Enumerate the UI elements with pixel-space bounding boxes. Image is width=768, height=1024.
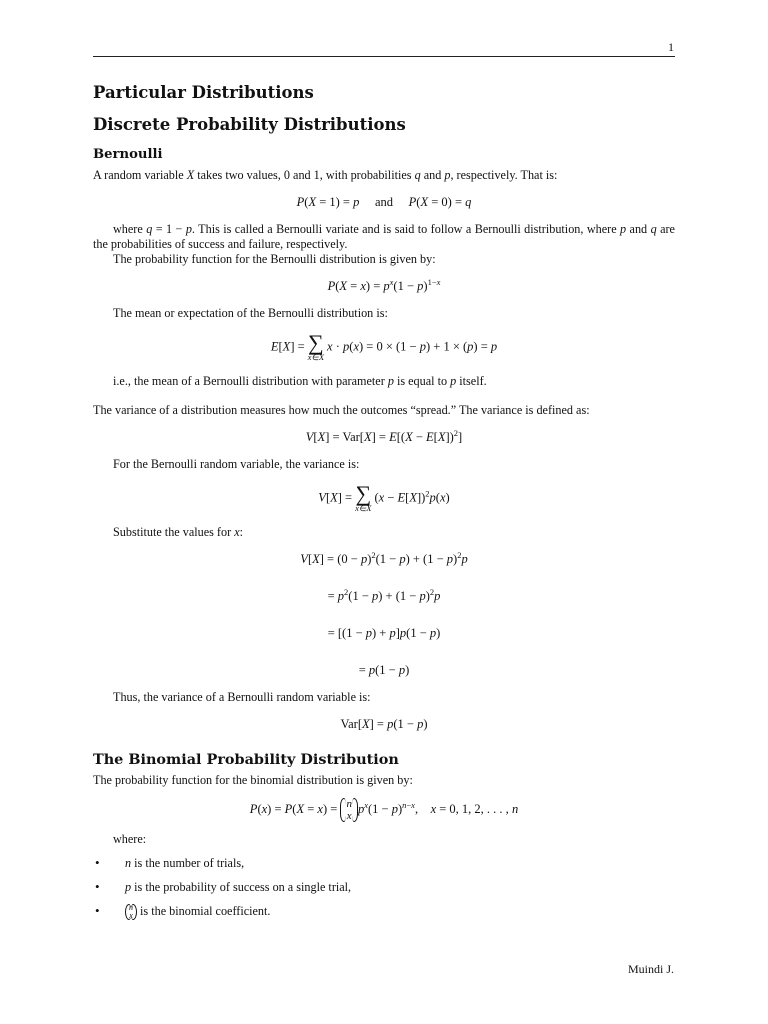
equation-binomial-pmf: P(x) = P(X = x) = n $xp^x(1 - p)^{n-x}$, x = 0, 1, 2, . . . , n xyxy=(249,798,519,822)
binomial-coefficient: n x xyxy=(340,798,358,822)
equation-bernoulli-pmf: $P(X = x) = p^x(1 - p)^{1-x}$ xyxy=(327,277,441,293)
equation-bernoulli-values: P(X = 1) = p and P(X = 0) = q xyxy=(296,195,472,209)
paragraph-thus: Thus, the variance of a Bernoulli random variable is: xyxy=(113,690,371,704)
paragraph-where: where: xyxy=(113,832,147,846)
derivation-line-2: = $p^2(1 - p) + (1 - p)^2p$ xyxy=(327,587,441,603)
paragraph-mean-ie: i.e., the mean of a Bernoulli distribution with parameter p is equal to p itself. xyxy=(113,374,487,388)
heading-bernoulli: Bernoulli xyxy=(93,147,163,162)
list-item: • n is the number of trials, xyxy=(95,855,245,870)
heading-binomial-distribution: The Binomial Probability Distribution xyxy=(93,751,399,768)
paragraph-substitute: Substitute the values for x: xyxy=(113,525,243,539)
paragraph-probability-function: The probability function for the Bernoulli distribution is given by: xyxy=(113,252,436,266)
list-item: • p is the probability of success on a single trial, xyxy=(95,879,352,894)
page-number: 1 xyxy=(668,40,674,54)
equation-variance-derivation xyxy=(93,552,675,678)
paragraph-binomial-function: The probability function for the binomial distribution is given by: xyxy=(93,773,413,787)
list-item: • n x is the binomial coefficient. xyxy=(95,903,271,921)
derivation-line-3: = [(1 − p) + p]p(1 − p) xyxy=(327,626,441,640)
derivation-line-1: $V[X] = (0 - p)^2(1 - p) + (1 - p)^2p$ xyxy=(300,550,468,566)
derivation-line-4: = p(1 − p) xyxy=(358,663,410,677)
paragraph-bernoulli-intro: A random variable X takes two values, 0 and 1, with probabilities q and p, respectively. That is: xyxy=(93,168,558,182)
bullet-icon: • xyxy=(95,855,100,870)
paragraph-variance-bernoulli: For the Bernoulli random variable, the variance is: xyxy=(113,457,360,471)
paragraph-variance-definition: The variance of a distribution measures how much the outcomes “spread.” The variance is defined as: xyxy=(93,403,590,417)
equation-variance-sum: V[X] = ∑ x∈X $(x - E[X])^2p(x)$ xyxy=(318,481,450,513)
bullet-icon: • xyxy=(95,879,100,894)
page-content xyxy=(93,80,675,920)
heading-particular-distributions: Particular Distributions xyxy=(93,83,314,102)
binomial-coefficient-inline: n x xyxy=(125,904,137,920)
header-rule xyxy=(93,56,675,57)
equation-variance-result: Var[X] = p(1 − p) xyxy=(340,717,428,731)
bullet-icon: • xyxy=(95,903,100,918)
paragraph-mean-intro: The mean or expectation of the Bernoulli distribution is: xyxy=(113,306,388,320)
equation-variance-definition: $V[X] = Var[X] = E[(X - E[X])^2]$ xyxy=(305,428,463,444)
heading-discrete-distributions: Discrete Probability Distributions xyxy=(93,115,406,134)
binomial-parameter-list xyxy=(93,856,675,920)
equation-bernoulli-mean: E[X] = ∑ x∈X x · p(x) = 0 × (1 − p) + 1 × (p) = p xyxy=(270,330,498,362)
footer-author: Muindi J. xyxy=(627,962,674,976)
paragraph-where-q: where q = 1 − p. This is called a Bernoulli variate and is said to follow a Bernoulli distribution, where p and q are the probabilities of success and failure, respectively. xyxy=(93,222,675,251)
